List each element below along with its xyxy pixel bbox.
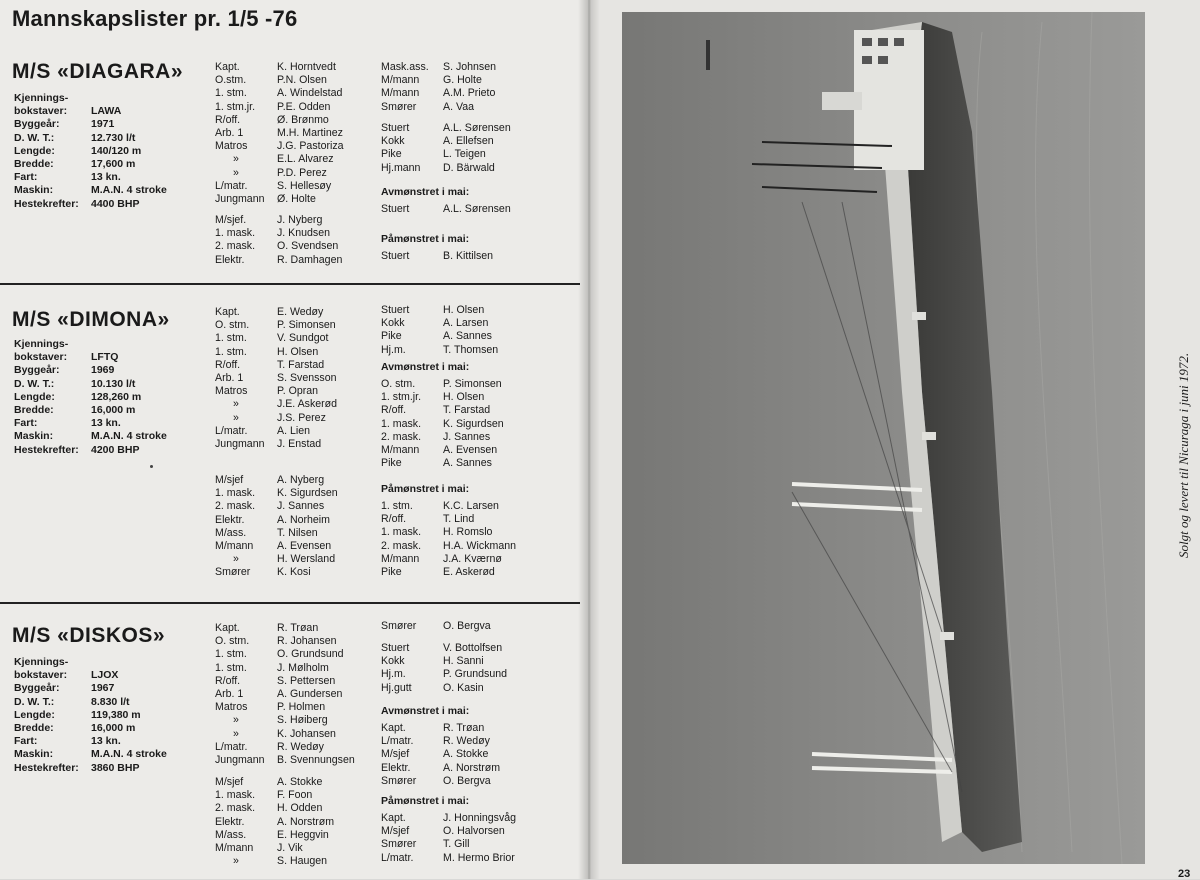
list-heading: Avmønstret i mai: (381, 186, 470, 198)
spec-label: bokstaver: (14, 669, 68, 682)
crew-name: Ø. Holte (277, 192, 316, 205)
spec-label: Lengde: (14, 144, 55, 157)
crew-role: Pike (381, 148, 402, 161)
crew-role: Stuert (381, 250, 410, 262)
spec-value: LJOX (91, 669, 119, 682)
crew-name: P. Simonsen (443, 378, 502, 390)
crew-role: Jungmann (215, 437, 265, 450)
crew-name: A. Lien (277, 424, 310, 437)
crew-role: 1. stm.jr. (215, 100, 256, 113)
ship-photograph (622, 12, 1145, 864)
crew-role: 2. mask. (381, 430, 422, 443)
crew-role: Pike (381, 457, 402, 470)
crew-role: 1. stm. (215, 648, 247, 661)
crew-role: M/ass. (215, 828, 247, 841)
crew-name: E. Wedøy (277, 306, 324, 318)
spec-value: 1971 (91, 118, 115, 131)
spec-value: 3860 BHP (91, 761, 140, 774)
crew-role: R/off. (215, 358, 241, 371)
crew-name: A. Norstrøm (443, 761, 501, 774)
crew-role: 1. stm. (215, 332, 247, 345)
crew-row (381, 513, 475, 526)
crew-name: S. Svensson (277, 371, 337, 384)
crew-name: P. Grundsund (443, 668, 508, 681)
spec-value: 8.830 l/t (91, 695, 130, 708)
crew-name: O. Halvorsen (443, 825, 505, 838)
crew-role: Smører (381, 620, 417, 632)
list-heading: Påmønstret i mai: (381, 483, 470, 495)
crew-name: E. Heggvin (277, 828, 329, 841)
crew-name: J.S. Perez (277, 411, 326, 424)
crew-role: 2. mask. (215, 240, 256, 253)
spec-label: Fart: (14, 171, 38, 184)
crew-name: A.M. Prieto (443, 87, 496, 100)
crew-name: T. Lind (443, 513, 475, 526)
crew-role: R/off. (215, 674, 241, 687)
crew-role: Elektr. (215, 513, 245, 526)
crew-role: M/mann (381, 74, 420, 87)
crew-row (381, 539, 516, 553)
crew-name: P. Opran (277, 385, 319, 398)
crew-name: H. Romslo (443, 526, 493, 539)
crew-role: Mask.ass. (381, 61, 429, 73)
crew-row (381, 851, 515, 865)
crew-role: » (233, 153, 239, 166)
crew-role: O. stm. (381, 378, 416, 390)
signed-on-list (381, 482, 516, 579)
crew-name: A. Ellefsen (443, 135, 494, 148)
crew-name: J. Sannes (277, 500, 325, 513)
crew-role: Smører (381, 838, 417, 851)
spec-label: bokstaver: (14, 351, 68, 364)
crew-role: M/sjef. (215, 214, 247, 226)
page-title: Mannskapslister pr. 1/5 -76 (12, 6, 298, 31)
spec-label: Bredde: (14, 403, 54, 416)
crew-role: M/ass. (215, 526, 247, 539)
spec-value: 16,000 m (91, 403, 136, 416)
crew-name: O. Svendsen (277, 240, 339, 253)
spec-value: 128,260 m (91, 390, 142, 403)
crew-role: Elektr. (215, 815, 245, 828)
crew-name: M.H. Martinez (277, 126, 343, 139)
crew-role: O.stm. (215, 74, 247, 87)
crew-role: Kokk (381, 135, 405, 148)
spec-value: 140/120 m (91, 144, 142, 157)
crew-role: L/matr. (215, 740, 248, 753)
crew-role: Arb. 1 (215, 371, 244, 384)
spec-value: M.A.N. 4 stroke (91, 748, 167, 761)
crew-name: J. Vik (277, 841, 303, 854)
spec-label: Byggeår: (14, 682, 60, 695)
crew-name: P. Holmen (277, 701, 326, 714)
crew-role: Stuert (381, 642, 410, 654)
section-divider (0, 602, 580, 604)
spec-value: 13 kn. (91, 171, 121, 184)
spec-value: 12.730 l/t (91, 131, 136, 144)
crew-role: O. stm. (215, 635, 250, 648)
crew-row (381, 526, 493, 539)
crew-name: A. Gundersen (277, 687, 343, 700)
crew-row (381, 825, 505, 838)
crew-role: 2. mask. (215, 802, 256, 815)
crew-role: Smører (215, 566, 251, 579)
crew-role: M/mann (381, 443, 420, 456)
crew-role: 1. mask. (215, 789, 256, 802)
crew-name: O. Bergva (443, 774, 491, 787)
crew-name: J. Honningsvåg (443, 812, 517, 824)
crew-role: Smører (381, 774, 417, 787)
crew-role: Kapt. (215, 306, 240, 318)
crew-row (381, 761, 501, 775)
crew-name: K. Sigurdsen (443, 417, 504, 430)
crew-name: S. Haugen (277, 855, 328, 868)
crew-role: 2. mask. (381, 539, 422, 552)
spec-label: Byggeår: (14, 118, 60, 131)
crew-role: 1. mask. (215, 487, 256, 500)
crew-role: M/sjef (381, 825, 410, 838)
crew-row (381, 722, 485, 735)
spec-label: Hestekrefter: (14, 761, 79, 774)
spec-label: Fart: (14, 417, 38, 430)
spec-label: Kjennings- (14, 92, 69, 104)
crew-role: M/mann (215, 539, 254, 552)
page-number: 23 (1178, 868, 1191, 880)
crew-role: L/matr. (381, 735, 414, 748)
signed-on-list (381, 232, 494, 263)
crew-name: P.E. Odden (277, 100, 331, 113)
crew-name: R. Wedøy (443, 735, 490, 748)
crew-name: J.E. Askerød (277, 398, 338, 411)
crew-row (381, 500, 499, 513)
spec-label: Fart: (14, 735, 38, 748)
crew-row (381, 430, 491, 444)
spec-value: 1967 (91, 682, 115, 695)
crew-name: A. Sannes (443, 330, 492, 343)
spec-value: 13 kn. (91, 735, 121, 748)
crew-role: L/matr. (381, 851, 414, 864)
ship-name: M/S «DIAGARA» (12, 60, 184, 83)
ship-photo-illustration (622, 12, 1145, 864)
crew-role: 1. stm. (215, 87, 247, 100)
signed-off-list (381, 185, 511, 216)
spec-label: Bredde: (14, 157, 54, 170)
crew-name: A. Norheim (277, 513, 330, 526)
crew-role: Matros (215, 701, 248, 714)
section-divider (0, 283, 580, 285)
crew-name: O. Grundsund (277, 648, 344, 661)
crew-role: Arb. 1 (215, 126, 244, 139)
crew-name: R. Wedøy (277, 740, 324, 753)
spec-label: Maskin: (14, 430, 54, 443)
crew-role: Hj.mann (381, 161, 421, 174)
crew-name: F. Foon (277, 789, 313, 802)
crew-role: M/sjef (381, 748, 410, 761)
crew-role: » (233, 714, 239, 727)
crew-role: L/matr. (215, 179, 248, 192)
crew-row (381, 748, 489, 761)
crew-name: K. Johansen (277, 727, 336, 740)
crew-row (381, 565, 495, 579)
spec-label: Bredde: (14, 721, 54, 734)
crew-name: D. Bärwald (443, 161, 495, 174)
crew-role: Jungmann (215, 753, 265, 766)
crew-name: P.D. Perez (277, 166, 327, 179)
crew-name: A. Norstrøm (277, 815, 335, 828)
crew-row (381, 378, 502, 391)
crew-role: Stuert (381, 203, 410, 215)
crew-name: A. Windelstad (277, 87, 343, 100)
crew-name: A. Nyberg (277, 474, 325, 486)
crew-role: Stuert (381, 122, 410, 134)
list-heading: Avmønstret i mai: (381, 705, 470, 717)
crew-name: T. Farstad (443, 404, 491, 417)
crew-name: H. Odden (277, 802, 323, 815)
crew-name: K.C. Larsen (443, 500, 499, 512)
crew-name: A.L. Sørensen (443, 203, 511, 215)
spec-label: D. W. T.: (14, 695, 55, 708)
crew-role: » (233, 553, 239, 566)
crew-name: K. Horntvedt (277, 61, 336, 73)
list-heading: Påmønstret i mai: (381, 233, 470, 245)
crew-role: Kokk (381, 317, 405, 330)
spec-label: Lengde: (14, 390, 55, 403)
crew-row (381, 404, 491, 417)
spec-label: Kjennings- (14, 338, 69, 350)
crew-role: 1. mask. (381, 526, 422, 539)
crew-role: R/off. (381, 404, 407, 417)
ship-name: M/S «DIMONA» (12, 308, 170, 331)
crew-name: S. Høiberg (277, 714, 328, 727)
crew-role: 1. stm. (381, 500, 413, 512)
crew-role: M/mann (381, 552, 420, 565)
spec-label: D. W. T.: (14, 131, 55, 144)
crew-name: E.L. Alvarez (277, 153, 334, 166)
crew-row (381, 443, 498, 457)
spec-label: Hestekrefter: (14, 443, 79, 456)
crew-role: Hj.gutt (381, 681, 412, 694)
crew-row (381, 552, 502, 566)
spec-label: Byggeår: (14, 364, 60, 377)
crew-role: 2. mask. (215, 500, 256, 513)
crew-name: J. Mølholm (277, 661, 329, 674)
crew-row (381, 774, 491, 788)
crew-name: O. Bergva (443, 620, 491, 632)
crew-role: Kapt. (215, 622, 240, 634)
crew-name: H. Sanni (443, 655, 484, 668)
crew-role: Matros (215, 140, 248, 153)
spec-value: 1969 (91, 364, 115, 377)
spec-label: D. W. T.: (14, 377, 55, 390)
crew-role: R/off. (381, 513, 407, 526)
spec-value: M.A.N. 4 stroke (91, 184, 167, 197)
crew-name: A. Stokke (277, 776, 323, 788)
spec-label: Kjennings- (14, 656, 69, 668)
crew-name: K. Sigurdsen (277, 487, 338, 500)
crew-role: » (233, 166, 239, 179)
crew-name: A. Vaa (443, 100, 475, 113)
crew-role: Kapt. (381, 722, 406, 734)
crew-role: Stuert (381, 304, 410, 316)
crew-name: A. Sannes (443, 457, 492, 470)
photo-caption: Solgt og levert til Nicuraga i juni 1972. (1176, 352, 1191, 558)
crew-role: M/mann (215, 841, 254, 854)
list-heading: Påmønstret i mai: (381, 795, 470, 807)
crew-name: J. Enstad (277, 437, 322, 450)
crew-row (381, 838, 469, 851)
crew-name: A. Evensen (443, 443, 498, 456)
crew-role: Kokk (381, 655, 405, 668)
crew-name: M. Hermo Brior (443, 851, 515, 864)
crew-name: B. Kittilsen (443, 250, 494, 262)
crew-role: 1. stm.jr. (381, 391, 422, 404)
crew-name: A. Stokke (443, 748, 489, 761)
signed-on-list (381, 794, 517, 865)
crew-name: R. Trøan (443, 722, 485, 734)
spec-value: 10.130 l/t (91, 377, 136, 390)
spec-value: 13 kn. (91, 417, 121, 430)
spec-label: Maskin: (14, 748, 54, 761)
crew-name: J.G. Pastoriza (277, 140, 344, 153)
crew-role: L/matr. (215, 424, 248, 437)
spec-value: LFTQ (91, 351, 119, 364)
crew-name: O. Kasin (443, 681, 484, 694)
crew-role: Matros (215, 385, 248, 398)
print-speck (150, 465, 153, 468)
crew-name: T. Farstad (277, 358, 325, 371)
crew-role: M/sjef (215, 474, 244, 486)
crew-role: Smører (381, 100, 417, 113)
crew-row (381, 250, 494, 263)
signed-off-list (381, 704, 501, 788)
crew-role: Hj.m. (381, 343, 406, 356)
crew-role: Pike (381, 565, 402, 578)
crew-name: P.N. Olsen (277, 74, 327, 87)
crew-name: K. Kosi (277, 566, 311, 579)
crew-row (381, 203, 511, 216)
crew-name: J. Sannes (443, 430, 491, 443)
crew-role: O. stm. (215, 319, 250, 332)
crew-name: P. Simonsen (277, 319, 336, 332)
crew-name: R. Damhagen (277, 253, 343, 266)
crew-name: H. Wersland (277, 553, 336, 566)
crew-role: Arb. 1 (215, 687, 244, 700)
spec-label: Hestekrefter: (14, 197, 79, 210)
crew-role: Hj.m. (381, 668, 406, 681)
crew-row (381, 735, 490, 748)
crew-role: Elektr. (381, 761, 411, 774)
crew-role: 1. stm. (215, 661, 247, 674)
crew-role: Elektr. (215, 253, 245, 266)
crew-name: Ø. Brønmo (277, 113, 329, 126)
crew-name: T. Thomsen (443, 343, 499, 356)
signed-off-list (381, 360, 504, 470)
crew-role: » (233, 855, 239, 868)
left-page (0, 0, 588, 879)
spec-value: 16,000 m (91, 721, 136, 734)
spec-value: 119,380 m (91, 708, 141, 721)
crew-role: M/mann (381, 87, 420, 100)
crew-name: R. Trøan (277, 622, 319, 634)
crew-role: Jungmann (215, 192, 265, 205)
page-gutter (578, 0, 600, 879)
spec-value: 17,600 m (91, 157, 136, 170)
crew-name: H.A. Wickmann (443, 539, 516, 552)
crew-name: S. Johnsen (443, 61, 497, 73)
crew-role: Kapt. (215, 61, 240, 73)
crew-role: Pike (381, 330, 402, 343)
spec-value: 4200 BHP (91, 443, 140, 456)
spec-label: bokstaver: (14, 105, 68, 118)
crew-row (381, 417, 504, 431)
crew-name: V. Sundgot (277, 332, 329, 345)
crew-role: Kapt. (381, 812, 406, 824)
crew-name: V. Bottolfsen (443, 642, 503, 654)
crew-row (381, 457, 492, 470)
crew-name: H. Olsen (443, 391, 485, 404)
crew-name: L. Teigen (443, 148, 486, 161)
crew-name: E. Askerød (443, 565, 495, 578)
crew-name: J. Nyberg (277, 214, 323, 226)
crew-role: » (233, 727, 239, 740)
crew-name: S. Hellesøy (277, 179, 332, 192)
crew-name: G. Holte (443, 74, 482, 87)
spec-label: Maskin: (14, 184, 54, 197)
crew-name: J.A. Kværnø (443, 552, 502, 565)
list-heading: Avmønstret i mai: (381, 361, 470, 373)
spec-value: LAWA (91, 105, 122, 118)
crew-role: 1. mask. (381, 417, 422, 430)
ship-name: M/S «DISKOS» (12, 624, 166, 647)
spec-value: M.A.N. 4 stroke (91, 430, 167, 443)
spec-label: Lengde: (14, 708, 55, 721)
crew-role: 1. stm. (215, 345, 247, 358)
crew-name: J. Knudsen (277, 227, 331, 240)
crew-role: 1. mask. (215, 227, 256, 240)
crew-role: » (233, 398, 239, 411)
crew-name: A. Larsen (443, 317, 489, 330)
crew-name: A. Evensen (277, 539, 332, 552)
spec-value: 4400 BHP (91, 197, 140, 210)
crew-row (381, 391, 485, 404)
crew-name: T. Gill (443, 838, 470, 851)
crew-role: » (233, 411, 239, 424)
crew-role: R/off. (215, 113, 241, 126)
crew-name: S. Pettersen (277, 674, 336, 687)
crew-name: T. Nilsen (277, 526, 318, 539)
crew-name: A.L. Sørensen (443, 122, 511, 134)
crew-row (381, 812, 517, 825)
crew-name: B. Svennungsen (277, 753, 355, 766)
crew-name: R. Johansen (277, 635, 337, 648)
crew-role: M/sjef (215, 776, 244, 788)
crew-name: H. Olsen (443, 304, 485, 316)
crew-name: H. Olsen (277, 345, 319, 358)
